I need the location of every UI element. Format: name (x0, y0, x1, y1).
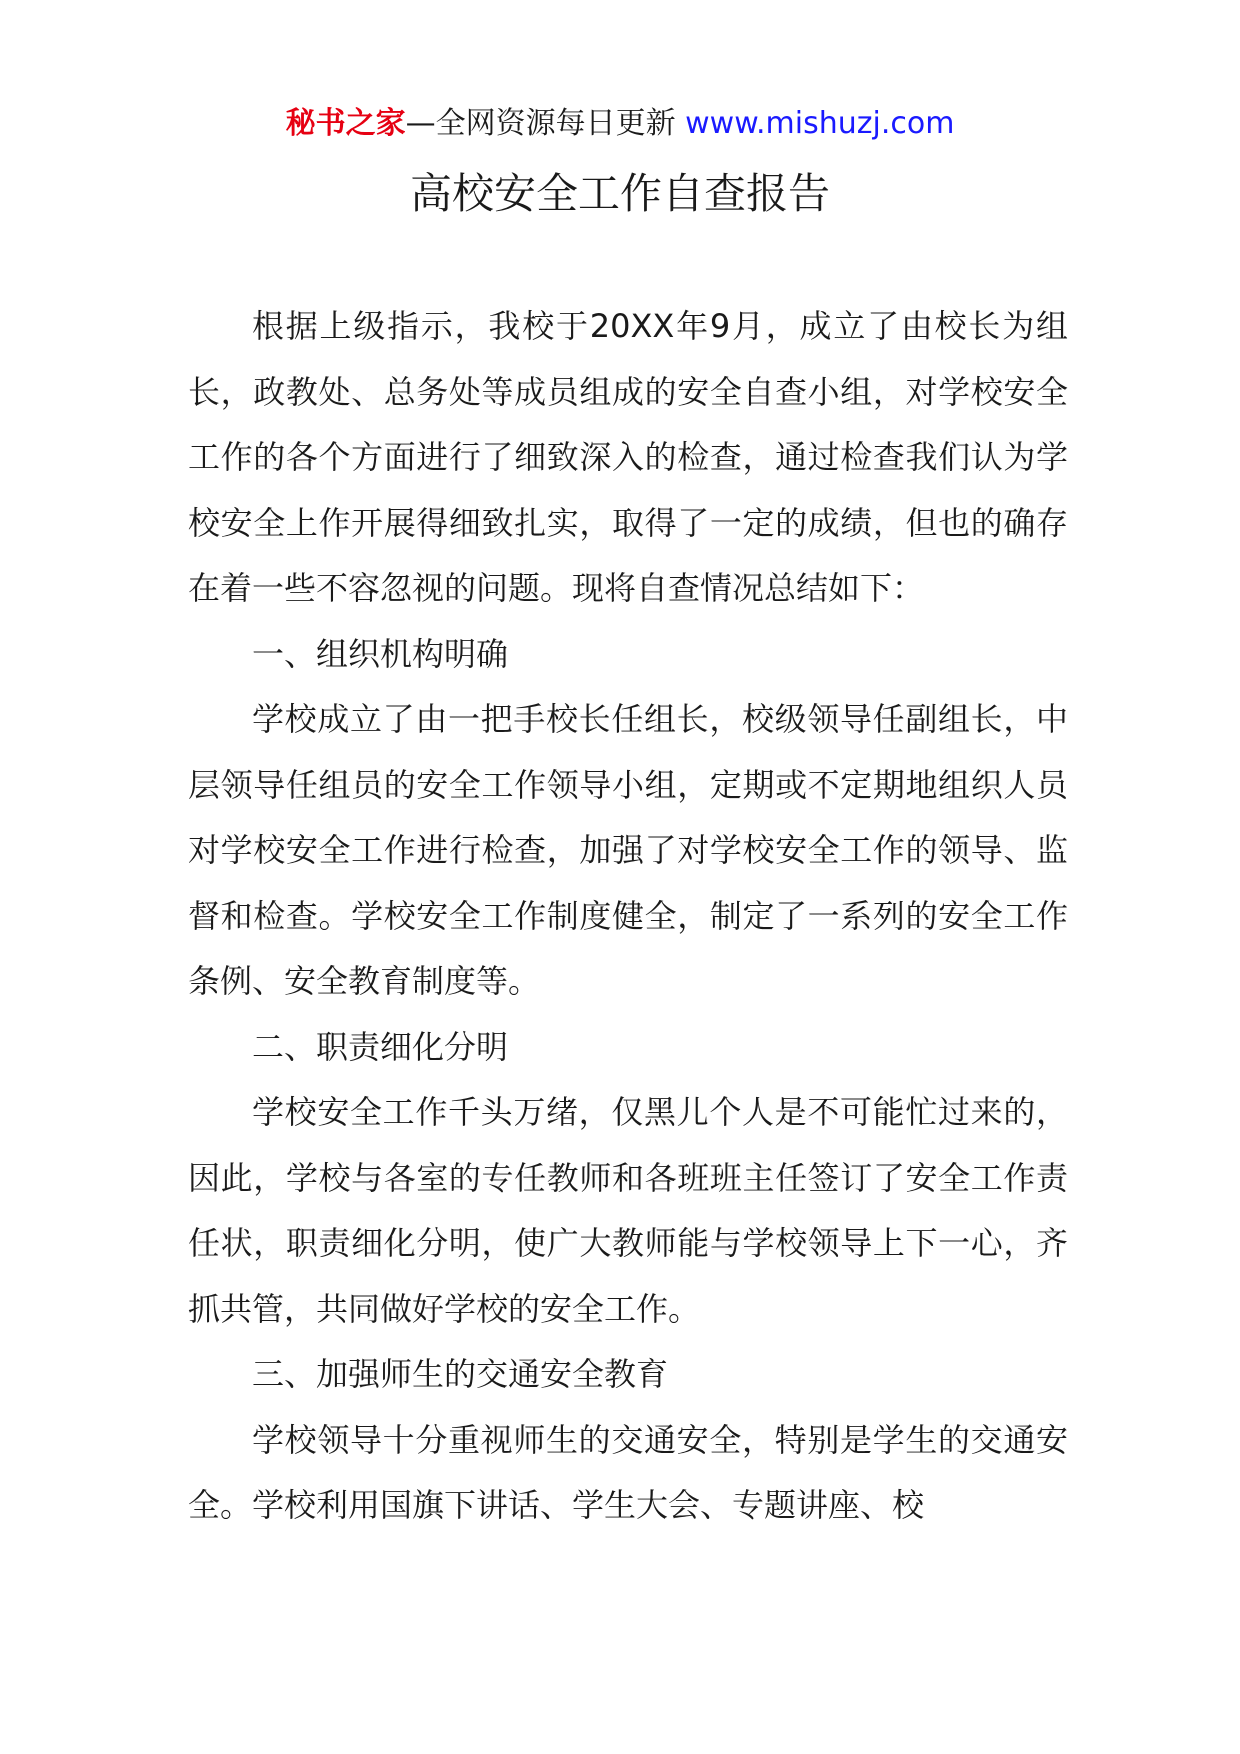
header-slogan: —全网资源每日更新 (405, 106, 676, 141)
document-title: 高校安全工作自查报告 (409, 169, 830, 218)
section-paragraph-1: 学校成立了由一把手校长任组长，校级领导任副组长，中层领导任组员的安全工作领导小组，定期或不定期地组织人员对学校安全工作进行检查，加强了对学校安全工作的领导、监督和检查。学校安全工作制度健全，制定了一系列的安全工作条例、安全教育制度等。 (188, 700, 1068, 1000)
section-paragraph-2: 学校安全工作千头万绪，仅黑儿个人是不可能忙过来的，因此，学校与各室的专任教师和各班班主任签订了安全工作责任状，职责细化分明，使广大教师能与学校领导上下一心，齐抓共管，共同做好学校的安全工作。 (188, 1093, 1068, 1328)
site-header (0, 102, 1240, 146)
section-heading-3: 三、加强师生的交通安全教育 (252, 1355, 669, 1393)
section-heading-2: 二、职责细化分明 (252, 1027, 509, 1066)
brand-name: 秘书之家 (285, 106, 406, 141)
site-url-link[interactable]: www.mishuzj.com (685, 106, 955, 141)
intro-paragraph: 根据上级指示，我校于20XX年9月，成立了由校长为组长，政教处、总务处等成员组成的安全自查小组，对学校安全工作的各个方面进行了细致深入的检查，通过检查我们认为学校安全上作开展得细致扎实，取得了一定的成绩，但也的确存在着一些不容忽视的问题。现将自查情况总结如下： (188, 307, 1068, 607)
section-heading-1: 一、组织机构明确 (252, 634, 509, 673)
document-body (188, 294, 1068, 1539)
section-paragraph-3: 学校领导十分重视师生的交通安全，特别是学生的交通安全。学校利用国旗下讲话、学生大会、专题讲座、校 (188, 1420, 1068, 1524)
